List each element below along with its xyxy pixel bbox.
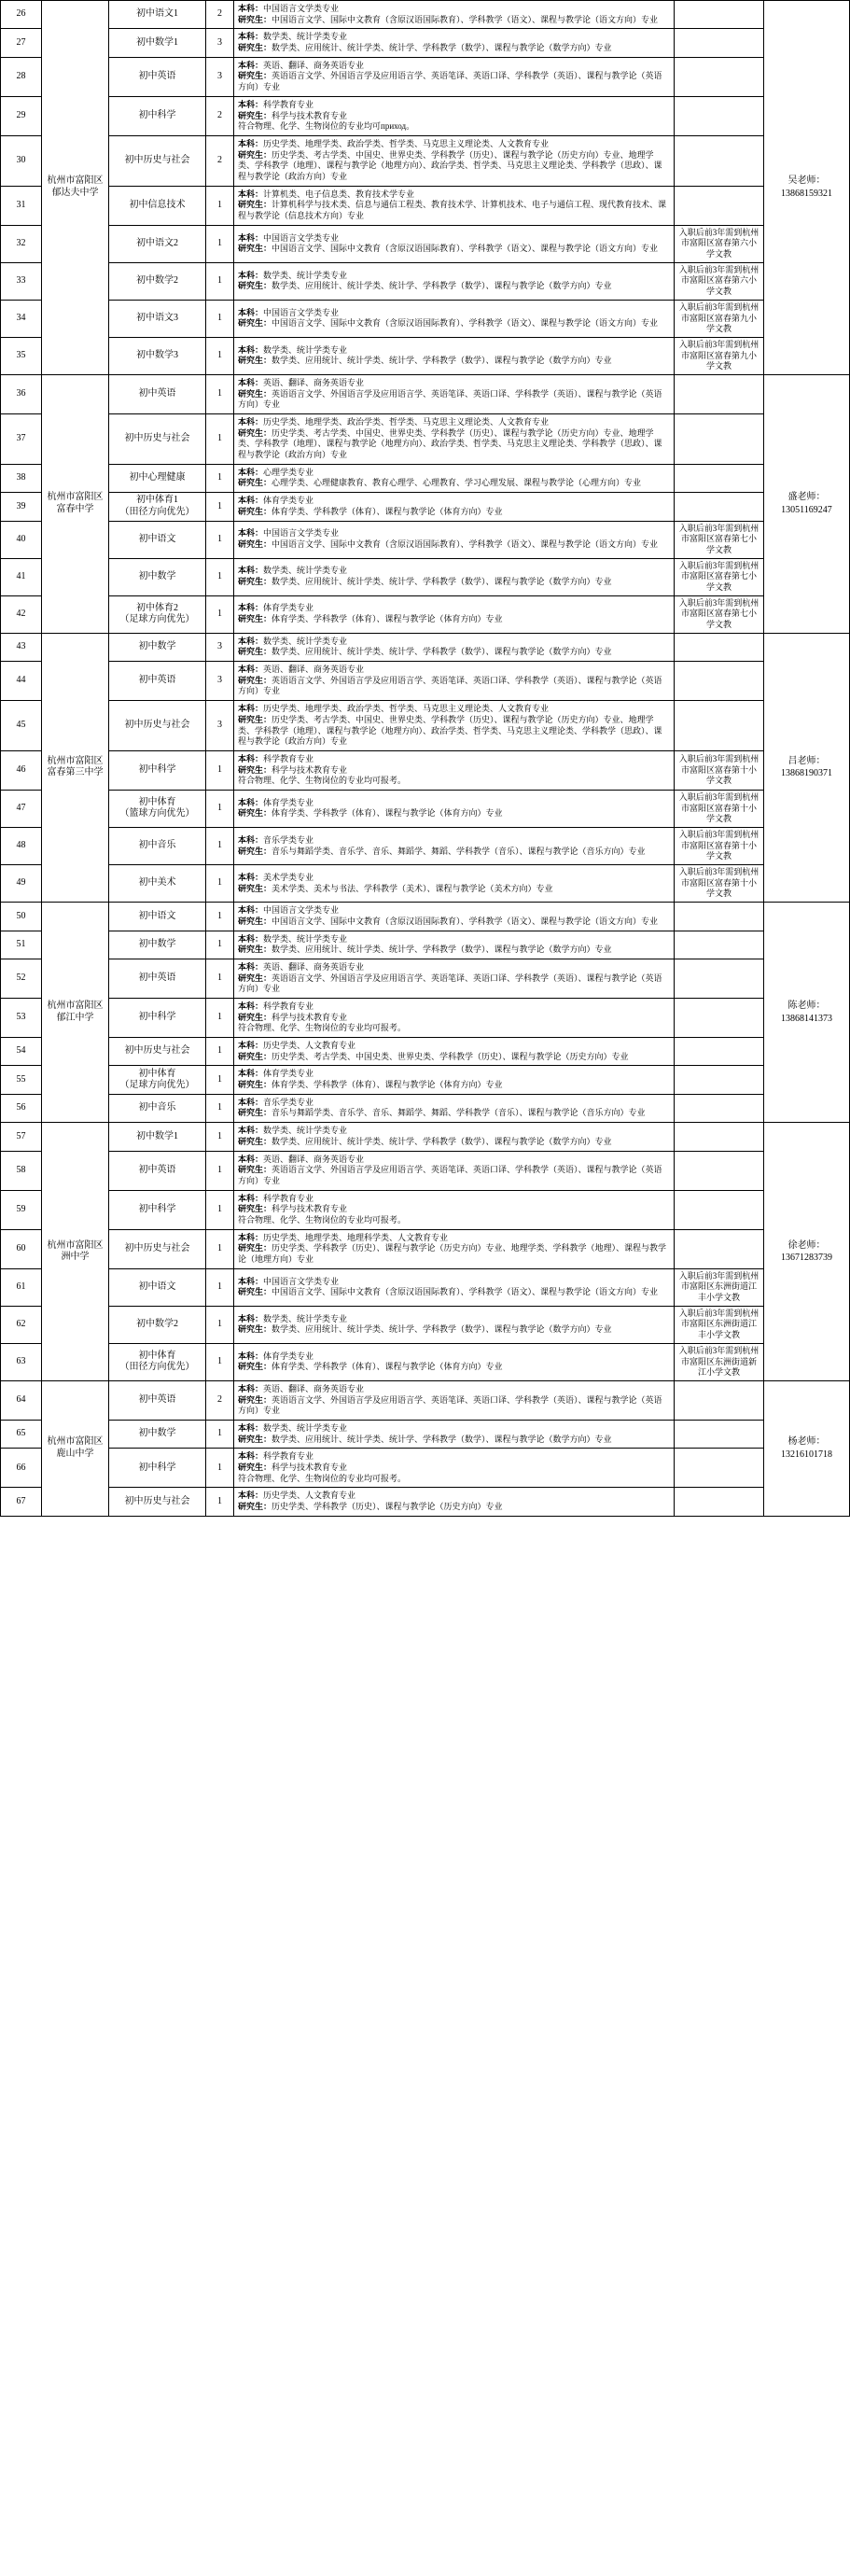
post-name: 初中英语 xyxy=(109,1380,206,1420)
headcount: 1 xyxy=(206,262,234,300)
remark xyxy=(675,186,764,225)
remark xyxy=(675,1123,764,1151)
qualification-requirements: 本科：科学教育专业 研究生：科学与技术教育专业 符合物理、化学、生物岗位的专业均可报考。 xyxy=(234,750,675,790)
row-index: 46 xyxy=(1,750,42,790)
row-index: 42 xyxy=(1,595,42,633)
headcount: 1 xyxy=(206,998,234,1037)
remark xyxy=(675,1038,764,1066)
row-index: 63 xyxy=(1,1343,42,1380)
remark xyxy=(675,931,764,959)
remark xyxy=(675,662,764,701)
row-index: 50 xyxy=(1,903,42,931)
table-row xyxy=(1,225,850,262)
row-index: 62 xyxy=(1,1306,42,1343)
headcount: 2 xyxy=(206,135,234,186)
qualification-requirements: 本科：中国语言文学类专业 研究生：中国语言文学、国际中文教育（含原汉语国际教育）、学科教学（语文）、课程与教学论（语文方向）专业 xyxy=(234,903,675,931)
table-row xyxy=(1,300,850,337)
qualification-requirements: 本科：科学教育专业 研究生：科学与技术教育专业 符合物理、化学、生物岗位的专业均可报考。 xyxy=(234,1449,675,1488)
headcount: 1 xyxy=(206,903,234,931)
table-row xyxy=(1,374,850,413)
remark xyxy=(675,1066,764,1094)
headcount: 1 xyxy=(206,828,234,865)
row-index: 27 xyxy=(1,29,42,57)
post-name: 初中英语 xyxy=(109,57,206,96)
table-row xyxy=(1,1449,850,1488)
remark: 入职后前3年需到杭州市富阳区富春第六小学文教 xyxy=(675,262,764,300)
headcount: 3 xyxy=(206,633,234,661)
school-name: 杭州市富阳区富春第三中学 xyxy=(42,633,109,902)
contact-person: 吕老师： 13868190371 xyxy=(764,633,850,902)
table-row xyxy=(1,1038,850,1066)
post-name: 初中科学 xyxy=(109,750,206,790)
post-name: 初中心理健康 xyxy=(109,464,206,492)
table-row xyxy=(1,57,850,96)
table-row xyxy=(1,998,850,1037)
post-name: 初中体育 （田径方向优先） xyxy=(109,1343,206,1380)
table-row xyxy=(1,493,850,521)
post-name: 初中语文 xyxy=(109,521,206,558)
remark xyxy=(675,29,764,57)
table-row xyxy=(1,29,850,57)
qualification-requirements: 本科：美术学类专业 研究生：美术学类、美术与书法、学科教学（美术）、课程与教学论（美术方向）专业 xyxy=(234,865,675,903)
post-name: 初中数学1 xyxy=(109,29,206,57)
post-name: 初中历史与社会 xyxy=(109,135,206,186)
headcount: 1 xyxy=(206,414,234,465)
row-index: 38 xyxy=(1,464,42,492)
remark: 入职后前3年需到杭州市富阳区东洲街道江丰小学文教 xyxy=(675,1268,764,1306)
remark xyxy=(675,701,764,751)
post-name: 初中历史与社会 xyxy=(109,1229,206,1268)
headcount: 1 xyxy=(206,1066,234,1094)
post-name: 初中语文2 xyxy=(109,225,206,262)
qualification-requirements: 本科：数学类、统计学类专业 研究生：数学类、应用统计、统计学类、统计学、学科教学（数学）、课程与教学论（数学方向）专业 xyxy=(234,558,675,595)
row-index: 45 xyxy=(1,701,42,751)
headcount: 3 xyxy=(206,701,234,751)
qualification-requirements: 本科：数学类、统计学类专业 研究生：数学类、应用统计、统计学类、统计学、学科教学（数学）、课程与教学论（数学方向）专业 xyxy=(234,262,675,300)
table-row xyxy=(1,1094,850,1122)
table-row xyxy=(1,790,850,827)
post-name: 初中语文1 xyxy=(109,1,206,29)
remark xyxy=(675,135,764,186)
remark xyxy=(675,1151,764,1190)
headcount: 1 xyxy=(206,225,234,262)
row-index: 33 xyxy=(1,262,42,300)
school-name: 杭州市富阳区郁江中学 xyxy=(42,903,109,1123)
row-index: 29 xyxy=(1,96,42,135)
post-name: 初中体育2 （足球方向优先） xyxy=(109,595,206,633)
headcount: 1 xyxy=(206,558,234,595)
remark xyxy=(675,1190,764,1229)
table-row xyxy=(1,1151,850,1190)
qualification-requirements: 本科：体育学类专业 研究生：体育学类、学科教学（体育）、课程与教学论（体育方向）专业 xyxy=(234,595,675,633)
table-body xyxy=(1,1,850,1517)
table-row xyxy=(1,1268,850,1306)
table-row xyxy=(1,96,850,135)
remark xyxy=(675,1449,764,1488)
headcount: 1 xyxy=(206,464,234,492)
headcount: 1 xyxy=(206,1190,234,1229)
post-name: 初中数学 xyxy=(109,1420,206,1448)
table-row xyxy=(1,521,850,558)
table-row xyxy=(1,1190,850,1229)
row-index: 37 xyxy=(1,414,42,465)
qualification-requirements: 本科：科学教育专业 研究生：科学与技术教育专业 符合物理、化学、生物岗位的专业均可报考。 xyxy=(234,998,675,1037)
qualification-requirements: 本科：中国语言文学类专业 研究生：中国语言文学、国际中文教育（含原汉语国际教育）、学科教学（语文）、课程与教学论（语文方向）专业 xyxy=(234,1268,675,1306)
table-row xyxy=(1,662,850,701)
post-name: 初中数学3 xyxy=(109,337,206,374)
row-index: 51 xyxy=(1,931,42,959)
qualification-requirements: 本科：历史学类、地理学类、政治学类、哲学类、马克思主义理论类、人文教育专业 研究生：历史学类、考古学类、中国史、世界史类、学科教学（历史）、课程与教学论（历史方向）专业、地理学类、学科教学（地理）、课程与教学论（地理方向）、政治学类、哲学类、马克思主义理论类、学科教学（思政）、课程与教学论（政治方向）专业 xyxy=(234,414,675,465)
remark: 入职后前3年需到杭州市富阳区东洲街道新江小学文教 xyxy=(675,1343,764,1380)
qualification-requirements: 本科：体育学类专业 研究生：体育学类、学科教学（体育）、课程与教学论（体育方向）专业 xyxy=(234,493,675,521)
post-name: 初中语文 xyxy=(109,1268,206,1306)
contact-person: 盛老师： 13051169247 xyxy=(764,374,850,633)
post-name: 初中数学2 xyxy=(109,262,206,300)
remark xyxy=(675,959,764,998)
remark: 入职后前3年需到杭州市富阳区富春第七小学文教 xyxy=(675,595,764,633)
post-name: 初中历史与社会 xyxy=(109,1038,206,1066)
table-row xyxy=(1,186,850,225)
headcount: 1 xyxy=(206,790,234,827)
row-index: 54 xyxy=(1,1038,42,1066)
remark xyxy=(675,96,764,135)
row-index: 39 xyxy=(1,493,42,521)
qualification-requirements: 本科：中国语言文学类专业 研究生：中国语言文学、国际中文教育（含原汉语国际教育）、学科教学（语文）、课程与教学论（语文方向）专业 xyxy=(234,300,675,337)
headcount: 1 xyxy=(206,1123,234,1151)
headcount: 3 xyxy=(206,57,234,96)
headcount: 1 xyxy=(206,300,234,337)
headcount: 1 xyxy=(206,1151,234,1190)
row-index: 55 xyxy=(1,1066,42,1094)
school-name: 杭州市富阳区鹿山中学 xyxy=(42,1380,109,1516)
headcount: 1 xyxy=(206,521,234,558)
remark xyxy=(675,1,764,29)
contact-person: 杨老师： 13216101718 xyxy=(764,1380,850,1516)
qualification-requirements: 本科：数学类、统计学类专业 研究生：数学类、应用统计、统计学类、统计学、学科教学（数学）、课程与教学论（数学方向）专业 xyxy=(234,337,675,374)
post-name: 初中音乐 xyxy=(109,828,206,865)
post-name: 初中英语 xyxy=(109,959,206,998)
table-row xyxy=(1,1488,850,1516)
post-name: 初中美术 xyxy=(109,865,206,903)
remark: 入职后前3年需到杭州市富阳区富春第十小学文教 xyxy=(675,865,764,903)
qualification-requirements: 本科：科学教育专业 研究生：科学与技术教育专业 符合物理、化学、生物岗位的专业均可报考。 xyxy=(234,1190,675,1229)
post-name: 初中历史与社会 xyxy=(109,1488,206,1516)
qualification-requirements: 本科：英语、翻译、商务英语专业 研究生：英语语言文学、外国语言学及应用语言学、英语笔译、英语口译、学科教学（英语）、课程与教学论（英语方向）专业 xyxy=(234,959,675,998)
post-name: 初中科学 xyxy=(109,96,206,135)
remark xyxy=(675,1380,764,1420)
row-index: 31 xyxy=(1,186,42,225)
row-index: 47 xyxy=(1,790,42,827)
qualification-requirements: 本科：体育学类专业 研究生：体育学类、学科教学（体育）、课程与教学论（体育方向）专业 xyxy=(234,790,675,827)
post-name: 初中科学 xyxy=(109,998,206,1037)
row-index: 35 xyxy=(1,337,42,374)
row-index: 53 xyxy=(1,998,42,1037)
headcount: 1 xyxy=(206,1306,234,1343)
post-name: 初中语文3 xyxy=(109,300,206,337)
row-index: 30 xyxy=(1,135,42,186)
post-name: 初中英语 xyxy=(109,1151,206,1190)
row-index: 60 xyxy=(1,1229,42,1268)
headcount: 1 xyxy=(206,1343,234,1380)
table-row xyxy=(1,750,850,790)
qualification-requirements: 本科：数学类、统计学类专业 研究生：数学类、应用统计、统计学类、统计学、学科教学（数学）、课程与教学论（数学方向）专业 xyxy=(234,1306,675,1343)
table-row xyxy=(1,931,850,959)
table-row xyxy=(1,1306,850,1343)
table-row xyxy=(1,701,850,751)
table-row xyxy=(1,337,850,374)
table-row xyxy=(1,595,850,633)
qualification-requirements: 本科：音乐学类专业 研究生：音乐与舞蹈学类、音乐学、音乐、舞蹈学、舞蹈、学科教学（音乐）、课程与教学论（音乐方向）专业 xyxy=(234,828,675,865)
remark: 入职后前3年需到杭州市富阳区富春第十小学文教 xyxy=(675,790,764,827)
row-index: 32 xyxy=(1,225,42,262)
remark: 入职后前3年需到杭州市富阳区富春第七小学文教 xyxy=(675,521,764,558)
row-index: 44 xyxy=(1,662,42,701)
remark xyxy=(675,464,764,492)
remark xyxy=(675,1229,764,1268)
table-row xyxy=(1,633,850,661)
qualification-requirements: 本科：历史学类、人文教育专业 研究生：历史学类、学科教学（历史）、课程与教学论（历史方向）专业 xyxy=(234,1488,675,1516)
remark: 入职后前3年需到杭州市富阳区富春第七小学文教 xyxy=(675,558,764,595)
row-index: 41 xyxy=(1,558,42,595)
headcount: 1 xyxy=(206,493,234,521)
post-name: 初中英语 xyxy=(109,662,206,701)
headcount: 1 xyxy=(206,374,234,413)
post-name: 初中科学 xyxy=(109,1190,206,1229)
row-index: 43 xyxy=(1,633,42,661)
row-index: 58 xyxy=(1,1151,42,1190)
remark: 入职后前3年需到杭州市富阳区富春第十小学文教 xyxy=(675,828,764,865)
row-index: 57 xyxy=(1,1123,42,1151)
table-row xyxy=(1,464,850,492)
post-name: 初中数学 xyxy=(109,633,206,661)
post-name: 初中历史与社会 xyxy=(109,414,206,465)
contact-person: 吴老师： 13868159321 xyxy=(764,1,850,375)
qualification-requirements: 本科：中国语言文学类专业 研究生：中国语言文学、国际中文教育（含原汉语国际教育）、学科教学（语文）、课程与教学论（语文方向）专业 xyxy=(234,521,675,558)
qualification-requirements: 本科：历史学类、人文教育专业 研究生：历史学类、考古学类、中国史类、世界史类、学科教学（历史）、课程与教学论（历史方向）专业 xyxy=(234,1038,675,1066)
remark xyxy=(675,998,764,1037)
remark: 入职后前3年需到杭州市富阳区东洲街道江丰小学文教 xyxy=(675,1306,764,1343)
table-row xyxy=(1,903,850,931)
post-name: 初中体育1 （田径方向优先） xyxy=(109,493,206,521)
qualification-requirements: 本科：科学教育专业 研究生：科学与技术教育专业 符合物理、化学、生物岗位的专业均可приход。 xyxy=(234,96,675,135)
headcount: 1 xyxy=(206,1229,234,1268)
table-row xyxy=(1,135,850,186)
post-name: 初中数学 xyxy=(109,558,206,595)
qualification-requirements: 本科：数学类、统计学类专业 研究生：数学类、应用统计、统计学类、统计学、学科教学（数学）、课程与教学论（数学方向）专业 xyxy=(234,1123,675,1151)
qualification-requirements: 本科：计算机类、电子信息类、教育技术学专业 研究生：计算机科学与技术类、信息与通信工程类、教育技术学、计算机技术、电子与通信工程、现代教育技术、课程与教学论（信息技术方向）专业 xyxy=(234,186,675,225)
row-index: 67 xyxy=(1,1488,42,1516)
remark: 入职后前3年需到杭州市富阳区富春第九小学文教 xyxy=(675,337,764,374)
table-row xyxy=(1,558,850,595)
remark xyxy=(675,1094,764,1122)
qualification-requirements: 本科：英语、翻译、商务英语专业 研究生：英语语言文学、外国语言学及应用语言学、英语笔译、英语口译、学科教学（英语）、课程与教学论（英语方向）专业 xyxy=(234,1151,675,1190)
qualification-requirements: 本科：音乐学类专业 研究生：音乐与舞蹈学类、音乐学、音乐、舞蹈学、舞蹈、学科教学（音乐）、课程与教学论（音乐方向）专业 xyxy=(234,1094,675,1122)
row-index: 64 xyxy=(1,1380,42,1420)
table-row xyxy=(1,1420,850,1448)
qualification-requirements: 本科：心理学类专业 研究生：心理学类、心理健康教育、教育心理学、心理教育、学习心理发展、课程与教学论（心理方向）专业 xyxy=(234,464,675,492)
post-name: 初中数学1 xyxy=(109,1123,206,1151)
row-index: 65 xyxy=(1,1420,42,1448)
table-row xyxy=(1,828,850,865)
qualification-requirements: 本科：数学类、统计学类专业 研究生：数学类、应用统计、统计学类、统计学、学科教学（数学）、课程与教学论（数学方向）专业 xyxy=(234,29,675,57)
headcount: 3 xyxy=(206,662,234,701)
headcount: 1 xyxy=(206,1420,234,1448)
row-index: 40 xyxy=(1,521,42,558)
headcount: 1 xyxy=(206,1449,234,1488)
post-name: 初中历史与社会 xyxy=(109,701,206,751)
post-name: 初中信息技术 xyxy=(109,186,206,225)
table-row xyxy=(1,959,850,998)
headcount: 3 xyxy=(206,29,234,57)
qualification-requirements: 本科：英语、翻译、商务英语专业 研究生：英语语言文学、外国语言学及应用语言学、英语笔译、英语口译、学科教学（英语）、课程与教学论（英语方向）专业 xyxy=(234,662,675,701)
remark: 入职后前3年需到杭州市富阳区富春第六小学文教 xyxy=(675,225,764,262)
post-name: 初中音乐 xyxy=(109,1094,206,1122)
headcount: 2 xyxy=(206,1380,234,1420)
headcount: 1 xyxy=(206,595,234,633)
headcount: 1 xyxy=(206,1038,234,1066)
qualification-requirements: 本科：体育学类专业 研究生：体育学类、学科教学（体育）、课程与教学论（体育方向）专业 xyxy=(234,1066,675,1094)
headcount: 1 xyxy=(206,1268,234,1306)
row-index: 49 xyxy=(1,865,42,903)
school-name: 杭州市富阳区富春中学 xyxy=(42,374,109,633)
contact-person: 陈老师： 13868141373 xyxy=(764,903,850,1123)
qualification-requirements: 本科：数学类、统计学类专业 研究生：数学类、应用统计、统计学类、统计学、学科教学（数学）、课程与教学论（数学方向）专业 xyxy=(234,1420,675,1448)
remark xyxy=(675,374,764,413)
qualification-requirements: 本科：历史学类、地理学类、地理科学类、人文教育专业 研究生：历史学类、学科教学（历史）、课程与教学论（历史方向）专业、地理学类、学科教学（地理）、课程与教学论（地理方向）专业 xyxy=(234,1229,675,1268)
row-index: 36 xyxy=(1,374,42,413)
remark: 入职后前3年需到杭州市富阳区富春第十小学文教 xyxy=(675,750,764,790)
qualification-requirements: 本科：数学类、统计学类专业 研究生：数学类、应用统计、统计学类、统计学、学科教学（数学）、课程与教学论（数学方向）专业 xyxy=(234,633,675,661)
school-name: 杭州市富阳区洲中学 xyxy=(42,1123,109,1381)
row-index: 59 xyxy=(1,1190,42,1229)
headcount: 2 xyxy=(206,1,234,29)
row-index: 61 xyxy=(1,1268,42,1306)
row-index: 56 xyxy=(1,1094,42,1122)
table-row xyxy=(1,1229,850,1268)
remark xyxy=(675,903,764,931)
row-index: 26 xyxy=(1,1,42,29)
post-name: 初中科学 xyxy=(109,1449,206,1488)
headcount: 1 xyxy=(206,959,234,998)
remark xyxy=(675,633,764,661)
headcount: 1 xyxy=(206,865,234,903)
post-name: 初中语文 xyxy=(109,903,206,931)
headcount: 1 xyxy=(206,1094,234,1122)
qualification-requirements: 本科：英语、翻译、商务英语专业 研究生：英语语言文学、外国语言学及应用语言学、英语笔译、英语口译、学科教学（英语）、课程与教学论（英语方向）专业 xyxy=(234,57,675,96)
table-row xyxy=(1,1123,850,1151)
contact-person: 徐老师： 13671283739 xyxy=(764,1123,850,1381)
headcount: 2 xyxy=(206,96,234,135)
qualification-requirements: 本科：英语、翻译、商务英语专业 研究生：英语语言文学、外国语言学及应用语言学、英语笔译、英语口译、学科教学（英语）、课程与教学论（英语方向）专业 xyxy=(234,1380,675,1420)
post-name: 初中数学 xyxy=(109,931,206,959)
qualification-requirements: 本科：体育学类专业 研究生：体育学类、学科教学（体育）、课程与教学论（体育方向）专业 xyxy=(234,1343,675,1380)
table-row xyxy=(1,865,850,903)
qualification-requirements: 本科：历史学类、地理学类、政治学类、哲学类、马克思主义理论类、人文教育专业 研究生：历史学类、考古学类、中国史、世界史类、学科教学（历史）、课程与教学论（历史方向）专业、地理学类、学科教学（地理）、课程与教学论（地理方向）、政治学类、哲学类、马克思主义理论类、学科教学（思政）、课程与教学论（政治方向）专业 xyxy=(234,135,675,186)
headcount: 1 xyxy=(206,186,234,225)
school-name: 杭州市富阳区郁达夫中学 xyxy=(42,1,109,375)
remark: 入职后前3年需到杭州市富阳区富春第九小学文教 xyxy=(675,300,764,337)
table-row xyxy=(1,262,850,300)
qualification-requirements: 本科：历史学类、地理学类、政治学类、哲学类、马克思主义理论类、人文教育专业 研究生：历史学类、考古学类、中国史、世界史类、学科教学（历史）、课程与教学论（历史方向）专业、地理学类、学科教学（地理）、课程与教学论（地理方向）、政治学类、哲学类、马克思主义理论类、学科教学（思政）、课程与教学论（政治方向）专业 xyxy=(234,701,675,751)
post-name: 初中英语 xyxy=(109,374,206,413)
remark xyxy=(675,1420,764,1448)
row-index: 34 xyxy=(1,300,42,337)
table-row xyxy=(1,1066,850,1094)
headcount: 1 xyxy=(206,337,234,374)
headcount: 1 xyxy=(206,1488,234,1516)
table-row xyxy=(1,1380,850,1420)
qualification-requirements: 本科：中国语言文学类专业 研究生：中国语言文学、国际中文教育（含原汉语国际教育）、学科教学（语文）、课程与教学论（语文方向）专业 xyxy=(234,1,675,29)
remark xyxy=(675,493,764,521)
row-index: 66 xyxy=(1,1449,42,1488)
table-row xyxy=(1,414,850,465)
post-name: 初中体育 （足球方向优先） xyxy=(109,1066,206,1094)
headcount: 1 xyxy=(206,750,234,790)
row-index: 28 xyxy=(1,57,42,96)
remark xyxy=(675,1488,764,1516)
row-index: 52 xyxy=(1,959,42,998)
headcount: 1 xyxy=(206,931,234,959)
table-row xyxy=(1,1343,850,1380)
qualification-requirements: 本科：中国语言文学类专业 研究生：中国语言文学、国际中文教育（含原汉语国际教育）、学科教学（语文）、课程与教学论（语文方向）专业 xyxy=(234,225,675,262)
post-name: 初中数学2 xyxy=(109,1306,206,1343)
qualification-requirements: 本科：数学类、统计学类专业 研究生：数学类、应用统计、统计学类、统计学、学科教学（数学）、课程与教学论（数学方向）专业 xyxy=(234,931,675,959)
table-row xyxy=(1,1,850,29)
row-index: 48 xyxy=(1,828,42,865)
remark xyxy=(675,414,764,465)
qualification-requirements: 本科：英语、翻译、商务英语专业 研究生：英语语言文学、外国语言学及应用语言学、英语笔译、英语口译、学科教学（英语）、课程与教学论（英语方向）专业 xyxy=(234,374,675,413)
post-name: 初中体育 （篮球方向优先） xyxy=(109,790,206,827)
remark xyxy=(675,57,764,96)
